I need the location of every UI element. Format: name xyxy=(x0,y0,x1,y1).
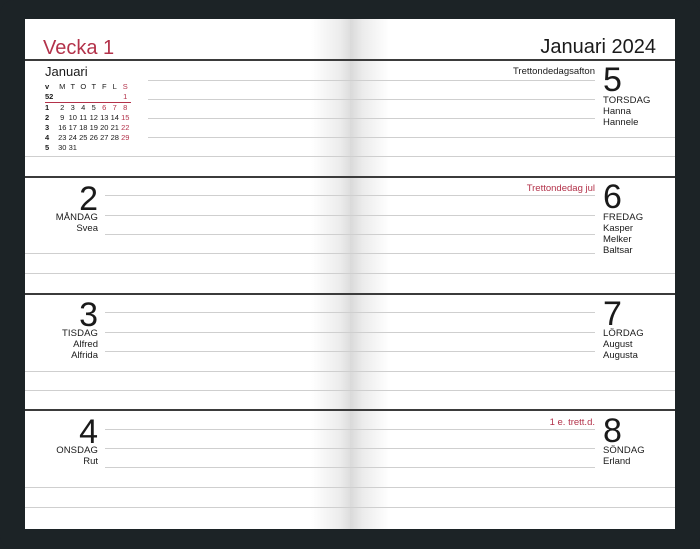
mini-calendar xyxy=(45,82,131,153)
day-number-friday: 6 xyxy=(603,178,622,216)
mini-calendar-day: 18 xyxy=(79,123,88,132)
day-name-sunday: SÖNDAG xyxy=(603,445,645,456)
mini-calendar-head: L xyxy=(112,82,117,91)
mini-calendar-day xyxy=(57,92,68,103)
name-day: Rut xyxy=(83,456,98,467)
day-name-monday: MÅNDAG xyxy=(55,212,98,223)
month-title: Januari 2024 xyxy=(540,36,656,58)
header-rule xyxy=(350,59,675,61)
mini-calendar-day xyxy=(78,92,89,103)
mini-calendar-day: 8 xyxy=(123,103,128,112)
mini-calendar-head: T xyxy=(70,82,76,91)
mini-calendar-day: 7 xyxy=(112,103,117,112)
mini-calendar-day xyxy=(110,92,121,103)
week-number: 5 xyxy=(45,143,50,152)
name-day: Alfred xyxy=(73,339,98,350)
name-day: Hannele xyxy=(603,117,639,128)
mini-calendar-day: 12 xyxy=(89,113,98,122)
day-name-thursday: TORSDAG xyxy=(603,95,651,106)
mini-calendar-day: 10 xyxy=(68,113,77,122)
day-number-tuesday: 3 xyxy=(79,296,98,334)
mini-calendar-day: 5 xyxy=(91,103,96,112)
mini-calendar-day: 17 xyxy=(68,123,77,132)
name-day: Baltsar xyxy=(603,245,633,256)
name-day: Erland xyxy=(603,456,631,467)
mini-calendar-day: 29 xyxy=(121,133,130,142)
name-day: Kasper xyxy=(603,223,634,234)
day-number-wednesday: 4 xyxy=(79,413,98,451)
mini-calendar-head: S xyxy=(122,82,128,91)
name-day: Augusta xyxy=(603,350,638,361)
header-rule xyxy=(25,59,350,61)
name-day: Alfrida xyxy=(71,350,98,361)
mini-calendar-day: 11 xyxy=(79,113,88,122)
mini-calendar-day xyxy=(68,92,79,103)
mini-calendar-head: O xyxy=(80,82,87,91)
holiday-label: Trettondedagsafton xyxy=(512,66,595,77)
day-number-saturday: 7 xyxy=(603,295,622,333)
day-name-wednesday: ONSDAG xyxy=(56,445,98,456)
mini-calendar-day: 16 xyxy=(58,123,67,132)
mini-calendar-day: 15 xyxy=(121,113,130,122)
week-number: 1 xyxy=(45,103,50,112)
mini-calendar-day: 30 xyxy=(58,143,67,152)
day-number-thursday: 5 xyxy=(603,61,622,99)
week-title: Vecka 1 xyxy=(43,37,115,59)
mini-calendar-month: Januari xyxy=(45,64,88,79)
day-name-tuesday: TISDAG xyxy=(62,328,98,339)
mini-calendar-day: 13 xyxy=(100,113,109,122)
mini-calendar-day xyxy=(89,92,100,103)
day-number-sunday: 8 xyxy=(603,412,622,450)
mini-calendar-day: 26 xyxy=(89,133,98,142)
mini-calendar-day: 9 xyxy=(60,113,65,122)
name-day: Hanna xyxy=(603,106,631,117)
mini-calendar-head: v xyxy=(45,82,50,91)
week-number: 3 xyxy=(45,123,50,132)
mini-calendar-day: 28 xyxy=(110,133,119,142)
mini-calendar-day: 22 xyxy=(121,123,130,132)
mini-calendar-day: 23 xyxy=(58,133,67,142)
mini-calendar-head: T xyxy=(91,82,97,91)
mini-calendar-day: 20 xyxy=(100,123,109,132)
mini-calendar-day: 4 xyxy=(81,103,86,112)
day-name-saturday: LÖRDAG xyxy=(603,328,644,339)
mini-calendar-day: 21 xyxy=(110,123,119,132)
week-number: 52 xyxy=(45,92,57,103)
right-page xyxy=(350,19,675,529)
mini-calendar-day: 31 xyxy=(68,143,77,152)
name-day: Svea xyxy=(76,223,98,234)
mini-calendar-day: 27 xyxy=(100,133,109,142)
holiday-label: Trettondedag jul xyxy=(526,183,595,194)
mini-calendar-day: 2 xyxy=(60,103,65,112)
mini-calendar-head: M xyxy=(59,82,66,91)
mini-calendar-day xyxy=(99,92,110,103)
mini-calendar-day: 24 xyxy=(68,133,77,142)
name-day: August xyxy=(603,339,633,350)
mini-calendar-day: 25 xyxy=(79,133,88,142)
mini-calendar-day: 3 xyxy=(70,103,75,112)
day-number-monday: 2 xyxy=(79,180,98,218)
mini-calendar-day: 19 xyxy=(89,123,98,132)
mini-calendar-day: 6 xyxy=(102,103,107,112)
left-page xyxy=(25,19,350,529)
mini-calendar-day: 14 xyxy=(110,113,119,122)
week-number: 4 xyxy=(45,133,50,142)
week-number: 2 xyxy=(45,113,50,122)
day-name-friday: FREDAG xyxy=(603,212,644,223)
mini-calendar-head: F xyxy=(101,82,107,91)
mini-calendar-day: 1 xyxy=(120,92,131,103)
name-day: Melker xyxy=(603,234,632,245)
holiday-label: 1 e. trett.d. xyxy=(549,417,595,428)
